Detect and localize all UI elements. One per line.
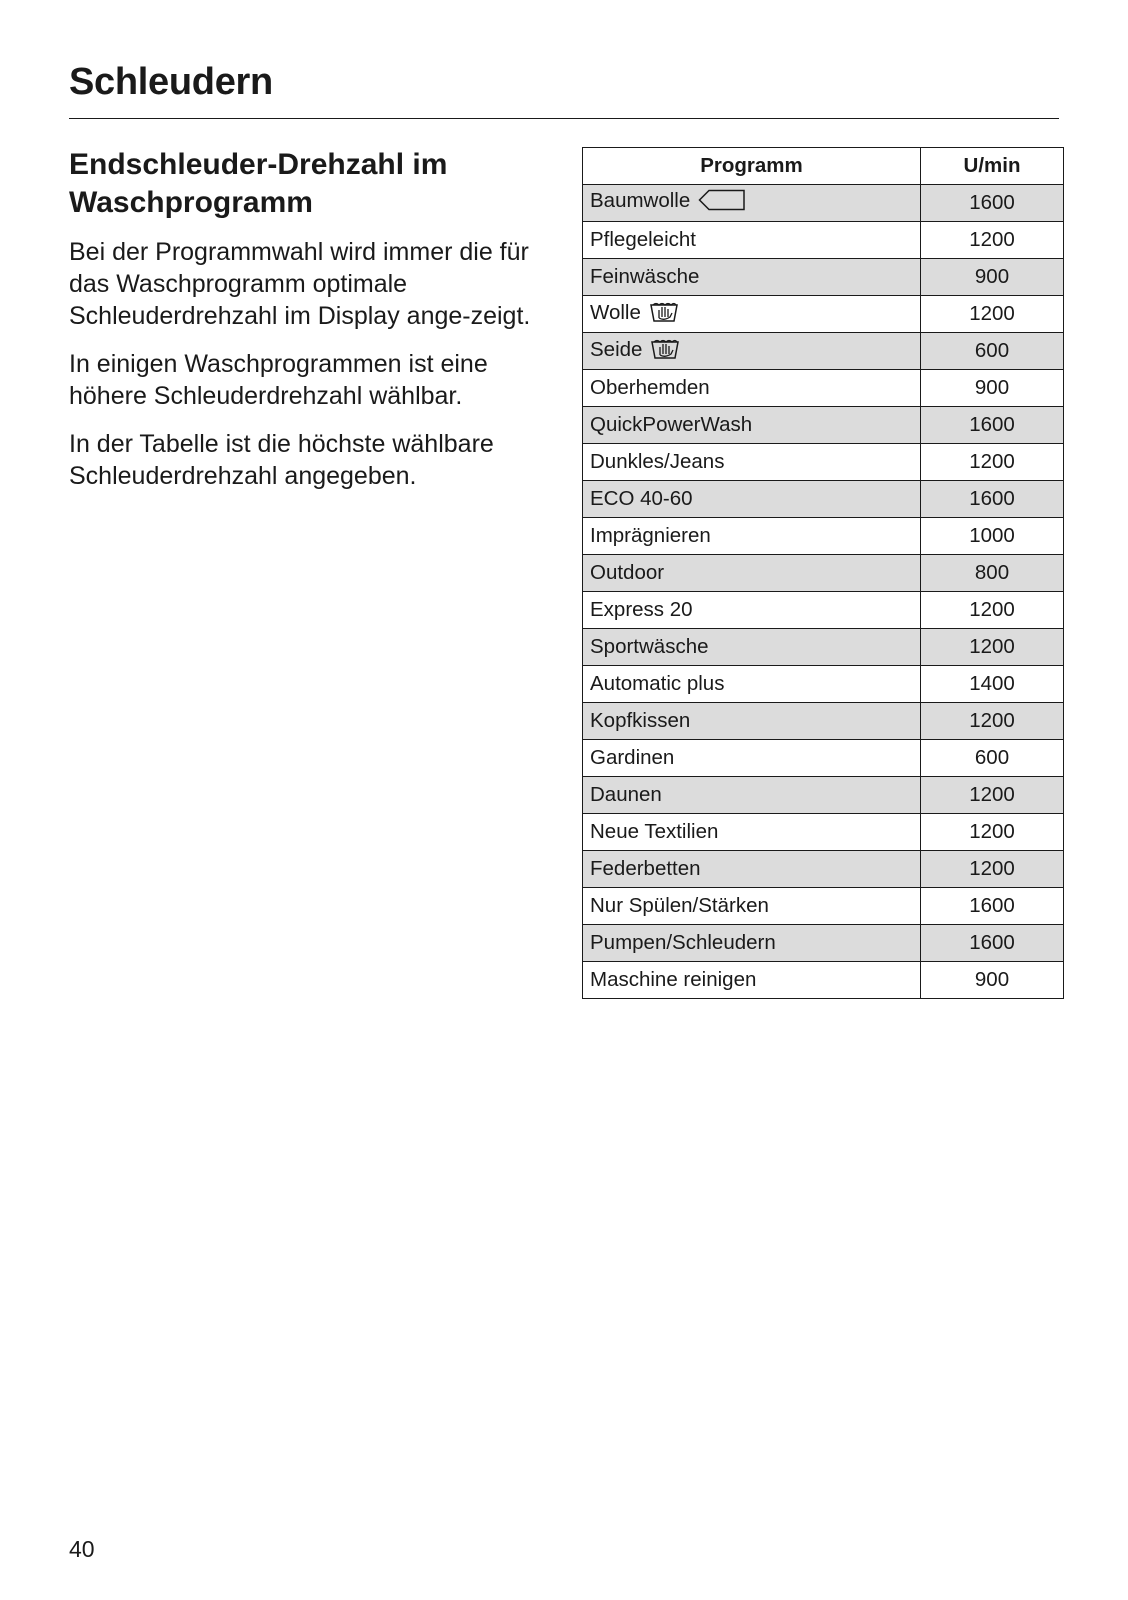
handwash-icon xyxy=(650,336,680,366)
rpm-cell: 1200 xyxy=(921,777,1064,814)
program-name: Neue Textilien xyxy=(590,820,719,843)
table-row xyxy=(583,407,1064,444)
intro-paragraph-1: Bei der Programmwahl wird immer die für das Waschprogramm optimale Schleuderdrehzahl im Display ange-zeigt. xyxy=(69,238,531,330)
section-heading: Endschleuder-Drehzahl im Waschprogramm xyxy=(69,148,448,219)
program-cell xyxy=(583,370,921,407)
rpm-cell: 800 xyxy=(921,555,1064,592)
table-header-row xyxy=(583,148,1064,185)
cotton-symbol-icon xyxy=(698,189,746,217)
program-name: Outdoor xyxy=(590,561,665,584)
rpm-cell: 600 xyxy=(921,333,1064,370)
program-cell xyxy=(583,851,921,888)
program-cell xyxy=(583,888,921,925)
program-cell xyxy=(583,740,921,777)
program-cell xyxy=(583,629,921,666)
program-name: Sportwäsche xyxy=(590,635,709,658)
handwash-icon xyxy=(649,299,679,329)
column-header-rpm: U/min xyxy=(921,148,1064,185)
program-cell xyxy=(583,777,921,814)
program-cell xyxy=(583,222,921,259)
program-name: Wolle xyxy=(590,301,641,324)
program-cell xyxy=(583,481,921,518)
rpm-cell: 1600 xyxy=(921,185,1064,222)
table-row xyxy=(583,888,1064,925)
rpm-cell: 1200 xyxy=(921,703,1064,740)
program-name: Nur Spülen/Stärken xyxy=(590,894,769,917)
program-name: Oberhemden xyxy=(590,376,710,399)
intro-paragraph-3: In der Tabelle ist die höchste wählbare Schleuderdrehzahl angegeben. xyxy=(69,430,494,490)
table-row xyxy=(583,851,1064,888)
column-header-program: Programm xyxy=(583,148,921,185)
rpm-cell: 1600 xyxy=(921,407,1064,444)
table-row xyxy=(583,370,1064,407)
program-cell xyxy=(583,333,921,370)
table-row xyxy=(583,592,1064,629)
program-cell xyxy=(583,703,921,740)
rpm-cell: 1200 xyxy=(921,629,1064,666)
program-name: Feinwäsche xyxy=(590,265,700,288)
program-cell xyxy=(583,814,921,851)
rpm-cell: 1200 xyxy=(921,592,1064,629)
table-row xyxy=(583,814,1064,851)
rpm-cell: 1600 xyxy=(921,481,1064,518)
title-divider xyxy=(69,118,1059,119)
table-row xyxy=(583,962,1064,999)
program-name: Daunen xyxy=(590,783,662,806)
table-row xyxy=(583,259,1064,296)
intro-column xyxy=(69,146,549,508)
program-cell xyxy=(583,185,921,222)
page-title: Schleudern xyxy=(69,61,273,103)
table-row xyxy=(583,666,1064,703)
table-row xyxy=(583,222,1064,259)
program-name: Automatic plus xyxy=(590,672,725,695)
program-name: Pflegeleicht xyxy=(590,228,696,251)
page-number: 40 xyxy=(69,1536,95,1562)
program-name: QuickPowerWash xyxy=(590,413,753,436)
rpm-cell: 1400 xyxy=(921,666,1064,703)
rpm-cell: 900 xyxy=(921,962,1064,999)
rpm-cell: 1200 xyxy=(921,851,1064,888)
program-cell xyxy=(583,407,921,444)
rpm-cell: 1200 xyxy=(921,444,1064,481)
program-cell xyxy=(583,555,921,592)
rpm-cell: 1200 xyxy=(921,222,1064,259)
program-name: Gardinen xyxy=(590,746,675,769)
program-cell xyxy=(583,444,921,481)
program-name: Baumwolle xyxy=(590,189,691,212)
rpm-cell: 900 xyxy=(921,370,1064,407)
table-row xyxy=(583,296,1064,333)
table-row xyxy=(583,333,1064,370)
program-cell xyxy=(583,296,921,333)
intro-paragraph-2: In einigen Waschprogrammen ist eine höhere Schleuderdrehzahl wählbar. xyxy=(69,350,488,410)
table-body xyxy=(583,185,1064,999)
program-name: Dunkles/Jeans xyxy=(590,450,725,473)
program-name: Kopfkissen xyxy=(590,709,691,732)
rpm-cell: 900 xyxy=(921,259,1064,296)
rpm-cell: 1600 xyxy=(921,925,1064,962)
rpm-cell: 1000 xyxy=(921,518,1064,555)
table-row xyxy=(583,518,1064,555)
rpm-cell: 1200 xyxy=(921,814,1064,851)
program-cell xyxy=(583,962,921,999)
rpm-cell: 600 xyxy=(921,740,1064,777)
program-name: Federbetten xyxy=(590,857,701,880)
program-cell xyxy=(583,666,921,703)
table-row xyxy=(583,777,1064,814)
rpm-cell: 1200 xyxy=(921,296,1064,333)
table-row xyxy=(583,444,1064,481)
program-cell xyxy=(583,925,921,962)
table-row xyxy=(583,185,1064,222)
program-cell xyxy=(583,259,921,296)
table-row xyxy=(583,481,1064,518)
program-cell xyxy=(583,592,921,629)
program-cell xyxy=(583,518,921,555)
program-name: Maschine reinigen xyxy=(590,968,757,991)
program-name: ECO 40-60 xyxy=(590,487,693,510)
program-name: Seide xyxy=(590,338,643,361)
rpm-cell: 1600 xyxy=(921,888,1064,925)
program-name: Pumpen/Schleudern xyxy=(590,931,776,954)
program-name: Express 20 xyxy=(590,598,693,621)
table-row xyxy=(583,740,1064,777)
table-row xyxy=(583,555,1064,592)
program-name: Imprägnieren xyxy=(590,524,711,547)
spin-speed-table xyxy=(582,147,1064,999)
table-row xyxy=(583,703,1064,740)
table-row xyxy=(583,629,1064,666)
table-row xyxy=(583,925,1064,962)
